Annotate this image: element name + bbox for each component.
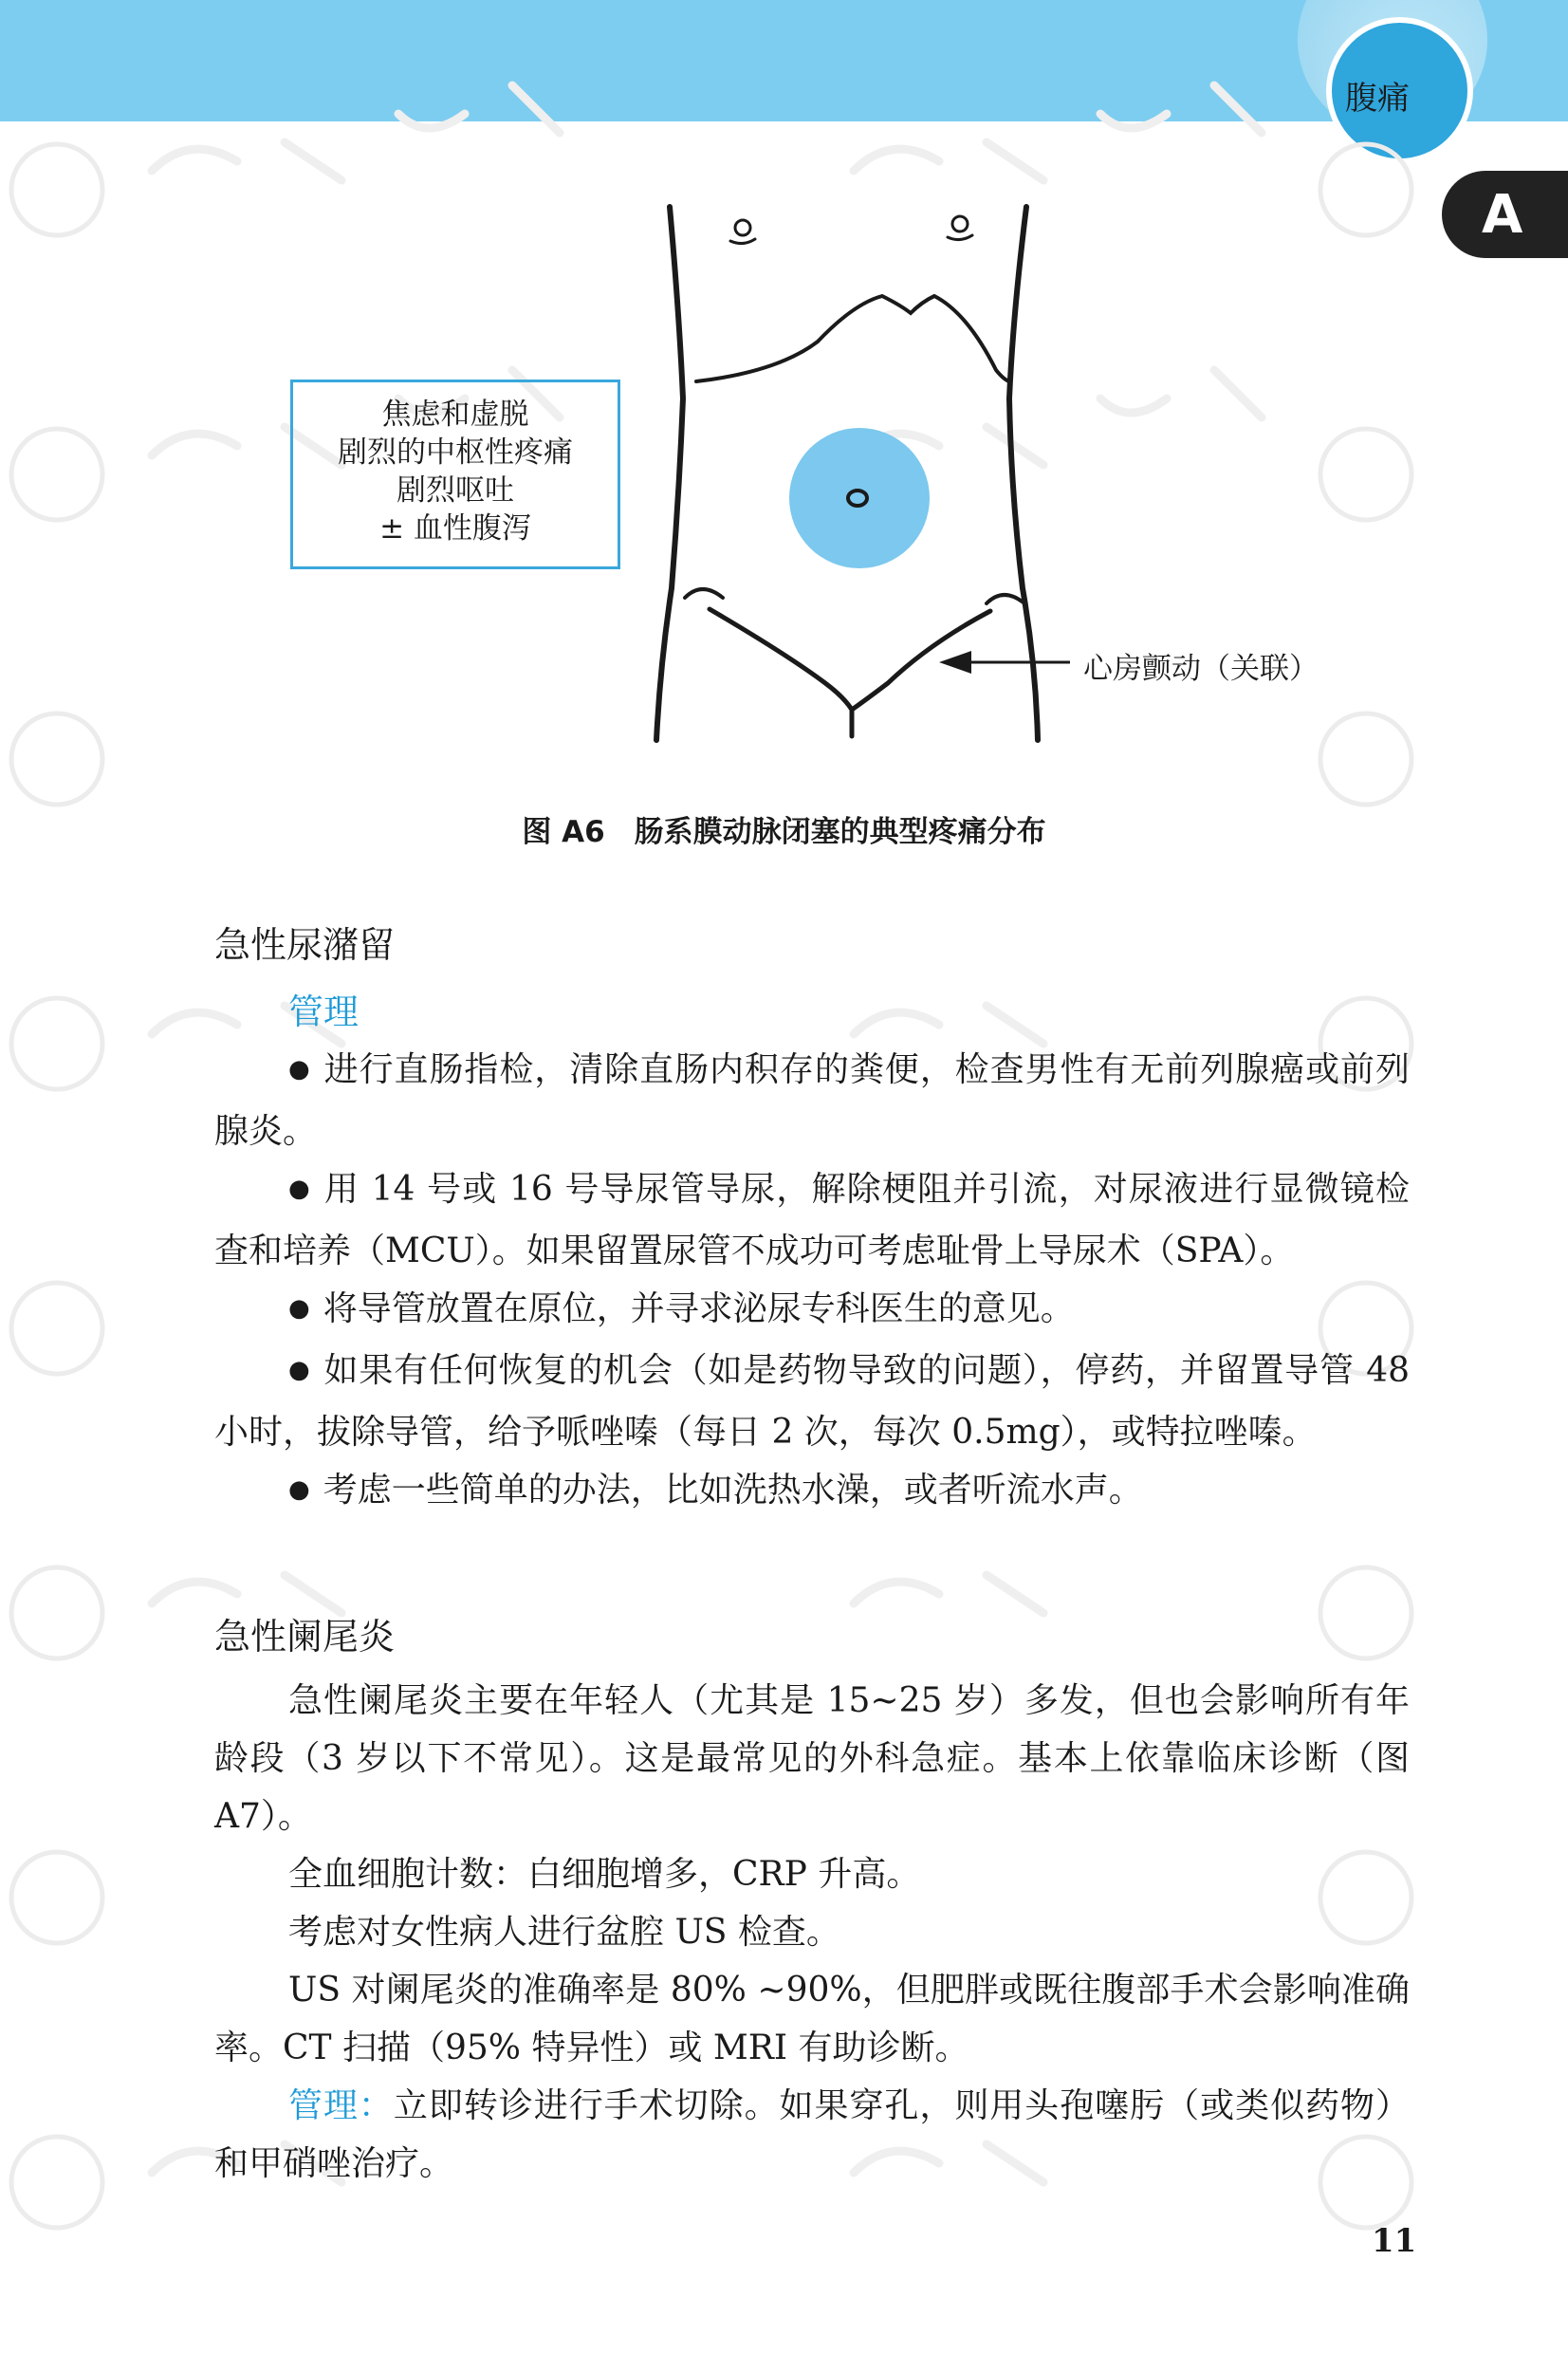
rib-margin [696, 296, 1009, 381]
torso-right-outline [1009, 207, 1038, 740]
sub-heading: 管理 [288, 991, 359, 1032]
management-paragraph [214, 2077, 1410, 2193]
paragraph: US 对阑尾炎的准确率是 80% ~90%，但肥胖或既往腹部手术会影响准确率。CT 扫描（95% 特异性）或 MRI 有助诊断。 [214, 1971, 1410, 2067]
left-nipple [730, 220, 755, 244]
paragraph: 全血细胞计数：白细胞增多，CRP 升高。 [288, 1855, 921, 1894]
left-iliac-crest [685, 589, 723, 598]
pointer-label: 心房颤动（关联） [1083, 652, 1319, 686]
bullet-item: ● 考虑一些简单的办法，比如洗热水澡，或者听流水声。 [214, 1461, 1410, 1523]
section-letter: A [1482, 184, 1523, 246]
section-heading: 急性阑尾炎 [214, 1616, 396, 1658]
figure-pain-distribution [0, 0, 1568, 854]
running-header-title: 腹痛 [1345, 80, 1410, 118]
torso-diagram [0, 0, 1568, 854]
paragraph: 考虑对女性病人进行盆腔 US 检查。 [288, 1913, 840, 1952]
symptom-box [290, 380, 620, 569]
pointer-arrowhead [939, 651, 971, 674]
section-heading: 急性尿潴留 [214, 924, 396, 966]
torso-left-outline [656, 207, 683, 740]
page-number: 11 [1372, 2222, 1417, 2260]
right-iliac-crest [987, 595, 1024, 603]
right-nipple [948, 216, 972, 240]
symptom-line: 焦虑和虚脱 [381, 398, 529, 432]
paragraph: 急性阑尾炎主要在年轻人（尤其是 15~25 岁）多发，但也会影响所有年龄段（3 岁以下不常见）。这是最常见的外科急症。基本上依靠临床诊断（图 A7）。 [214, 1681, 1410, 1836]
bullet-item: ● 进行直肠指检，清除直肠内积存的粪便，检查男性有无前列腺癌或前列腺炎。 [214, 1041, 1410, 1160]
bullet-item: ● 将导管放置在原位，并寻求泌尿专科医生的意见。 [214, 1280, 1410, 1342]
symptom-line: 剧烈的中枢性疼痛 [338, 435, 573, 470]
management-label: 管理： [288, 2086, 394, 2125]
pain-area [789, 428, 930, 568]
bullet-item: ● 用 14 号或 16 号导尿管导尿，解除梗阻并引流，对尿液进行显微镜检查和培养（MCU）。如果留置尿管不成功可考虑耻骨上导尿术（SPA）。 [214, 1160, 1410, 1280]
figure-caption: 图 A6 肠系膜动脉闭塞的典型疼痛分布 [522, 815, 1046, 849]
management-text: 立即转诊进行手术切除。如果穿孔，则用头孢噻肟（或类似药物）和甲硝唑治疗。 [214, 2086, 1410, 2183]
symptom-line: 剧烈呕吐 [397, 473, 514, 508]
symptom-line: ± 血性腹泻 [379, 511, 531, 546]
bullet-item: ● 如果有任何恢复的机会（如是药物导致的问题），停药，并留置导管 48 小时，拔除导管，给予哌唑嗪（每日 2 次，每次 0.5mg），或特拉唑嗪。 [214, 1342, 1410, 1461]
section-body [214, 983, 1410, 1523]
section-body [214, 1672, 1410, 2193]
